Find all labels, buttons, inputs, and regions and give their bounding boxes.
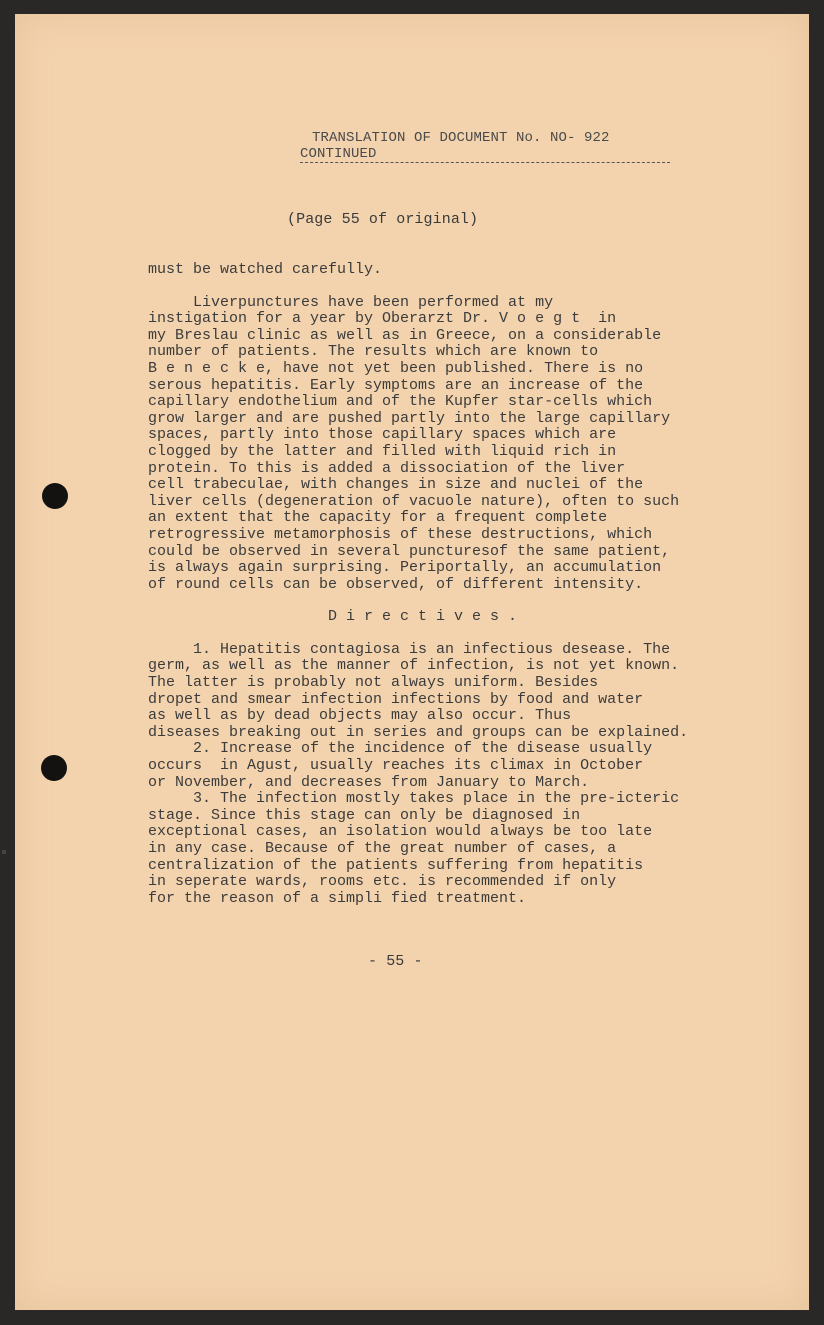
text-line: grow larger and are pushed partly into the large capillary — [148, 409, 671, 427]
text-line: 2. Increase of the incidence of the disease usually — [148, 740, 653, 758]
text-line: spaces, partly into those capillary spaces which are — [148, 426, 617, 444]
text-line: as well as by dead objects may also occur. Thus — [148, 707, 572, 725]
text-line: could be observed in several puncturesof the same patient, — [148, 542, 671, 560]
text-line: occurs in Agust, usually reaches its climax in October — [148, 757, 644, 775]
text-line: protein. To this is added a dissociation of the liver — [148, 459, 626, 477]
text-line: in seperate wards, rooms etc. is recommended if only — [148, 873, 617, 891]
page-reference: (Page 55 of original) — [287, 211, 479, 228]
text-line: or November, and decreases from January to March. — [148, 773, 590, 791]
text-line: is always again surprising. Periportally, an accumulation — [148, 559, 662, 577]
text-line: number of patients. The results which are known to — [148, 343, 599, 361]
directives-heading: D i r e c t i v e s . — [328, 608, 518, 626]
text-line: capillary endothelium and of the Kupfer star-cells which — [148, 393, 653, 411]
text-line: serous hepatitis. Early symptoms are an increase of the — [148, 376, 644, 394]
text-line: diseases breaking out in series and groups can be explained. — [148, 723, 689, 741]
text-line: 3. The infection mostly takes place in the pre-icteric — [148, 790, 680, 808]
text-line: germ, as well as the manner of infection, is not yet known. — [148, 657, 680, 675]
edge-mark — [2, 850, 6, 854]
text-line: instigation for a year by Oberarzt Dr. V o e g t in — [148, 310, 617, 328]
text-line: stage. Since this stage can only be diagnosed in — [148, 806, 581, 824]
document-body — [148, 262, 738, 907]
text-line: Liverpunctures have been performed at my — [148, 293, 554, 311]
text-line: must be watched carefully. — [148, 261, 383, 278]
text-line: liver cells (degeneration of vacuole nature), often to such — [148, 492, 680, 510]
text-line: my Breslau clinic as well as in Greece, on a considerable — [148, 326, 662, 344]
text-line: for the reason of a simpli fied treatment. — [148, 889, 527, 907]
document-header: TRANSLATION OF DOCUMENT No. NO- 922 — [312, 130, 610, 146]
text-line: retrogressive metamorphosis of these destructions, which — [148, 525, 653, 543]
binder-hole-bottom — [41, 755, 67, 781]
text-line: dropet and smear infection infections by food and water — [148, 690, 644, 708]
text-line: centralization of the patients suffering from hepatitis — [148, 856, 644, 874]
page-number: - 55 - — [368, 953, 423, 970]
binder-hole-top — [42, 483, 68, 509]
text-line: exceptional cases, an isolation would always be too late — [148, 823, 653, 841]
text-line: The latter is probably not always uniform. Besides — [148, 674, 599, 692]
text-line: 1. Hepatitis contagiosa is an infectious desease. The — [148, 640, 671, 658]
text-line: in any case. Because of the great number of cases, a — [148, 840, 617, 857]
text-line: of round cells can be observed, of different intensity. — [148, 575, 644, 593]
header-underline — [300, 162, 670, 163]
text-line: an extent that the capacity for a frequent complete — [148, 509, 608, 527]
text-line: clogged by the latter and filled with liquid rich in — [148, 442, 617, 460]
continued-label: CONTINUED — [300, 146, 377, 162]
text-line: cell trabeculae, with changes in size and nuclei of the — [148, 476, 644, 494]
text-line: B e n e c k e, have not yet been published. There is no — [148, 359, 644, 377]
